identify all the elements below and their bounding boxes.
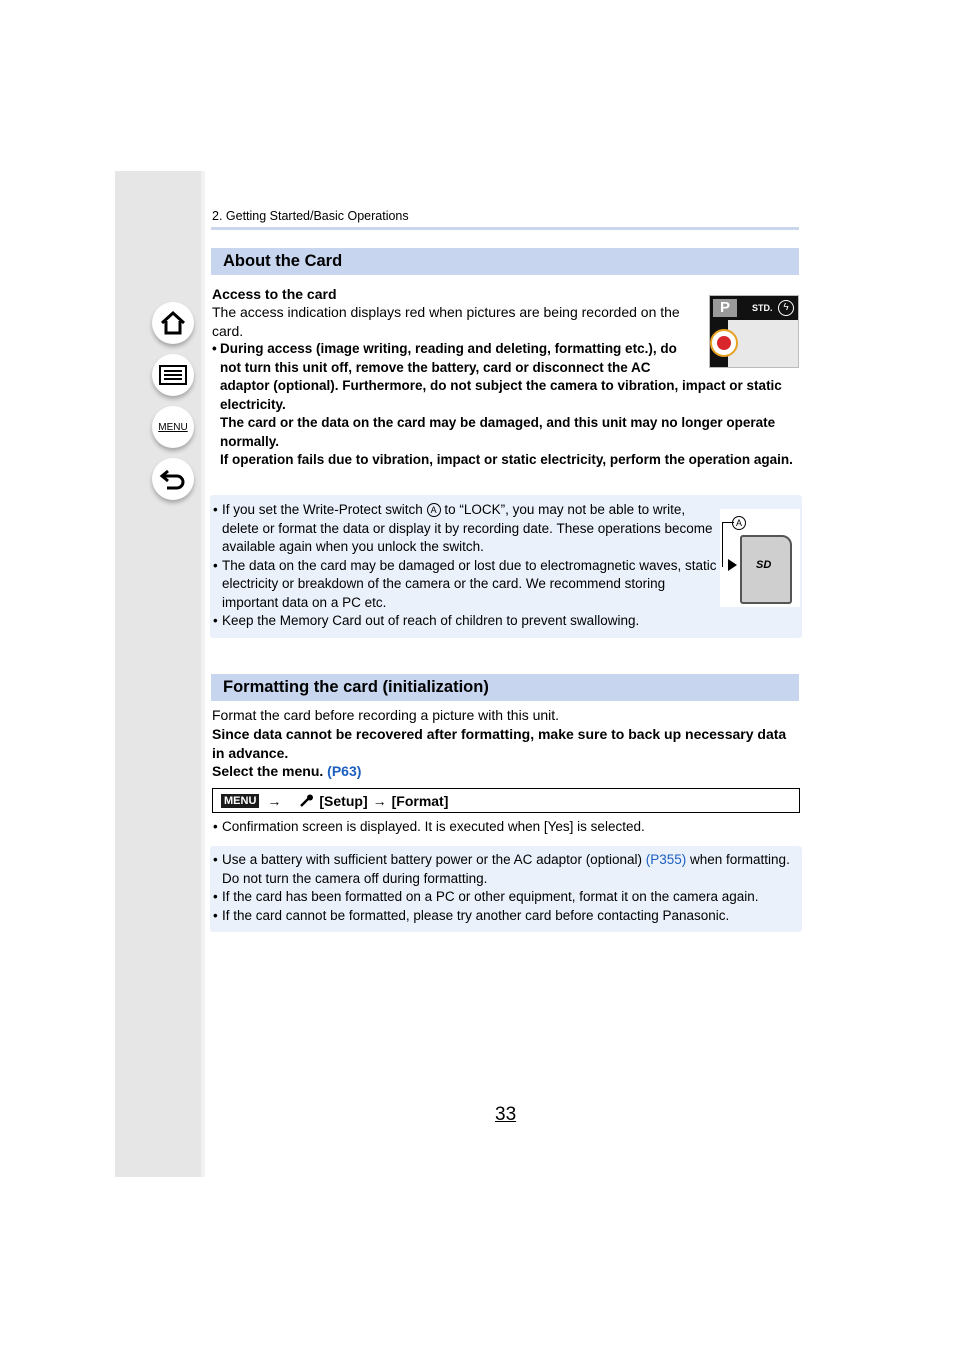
select-menu-label: Select the menu. bbox=[212, 763, 324, 779]
return-icon bbox=[159, 467, 187, 491]
note-data-damage: • The data on the card may be damaged or lost due to electromagnetic waves, static electricity or breakdown of the camera or the card. We recommend storing important data on a PC etc. bbox=[212, 557, 717, 613]
note-text: Use a battery with sufficient battery power or the AC adaptor (optional) bbox=[222, 852, 646, 867]
header-rule bbox=[211, 227, 799, 230]
format-warning: Since data cannot be recovered after formatting, make sure to back up necessary data in advance. bbox=[212, 726, 787, 761]
link-p355[interactable]: (P355) bbox=[645, 852, 687, 867]
wrench-icon bbox=[299, 794, 315, 808]
warning-bullet bbox=[212, 340, 692, 377]
note-text: when formatting. Do not turn the camera off during formatting. bbox=[222, 852, 790, 886]
card-marker-a: A bbox=[732, 516, 746, 530]
access-dot-icon bbox=[717, 336, 731, 350]
format-label: [Format] bbox=[391, 792, 449, 809]
back-button[interactable] bbox=[152, 458, 194, 500]
warning-damage: The card or the data on the card may be damaged, and this unit may no longer operate normally. bbox=[220, 415, 776, 449]
std-indicator: STD. bbox=[752, 303, 773, 313]
mode-p-icon: P bbox=[713, 299, 737, 317]
camera-screen-illustration bbox=[709, 295, 799, 368]
note-children: • Keep the Memory Card out of reach of children to prevent swallowing. bbox=[212, 612, 797, 631]
link-p63[interactable]: (P63) bbox=[327, 763, 362, 779]
page-number: 33 bbox=[495, 1104, 517, 1125]
section-title-formatting: Formatting the card (initialization) bbox=[211, 674, 799, 701]
warning-bullet-text: During access (image writing, reading and deleting, formatting etc.), do not turn this unit off, remove the battery, card or disconnect the AC bbox=[220, 341, 677, 375]
menu-button[interactable] bbox=[152, 406, 194, 448]
confirm-note: • Confirmation screen is displayed. It is executed when [Yes] is selected. bbox=[212, 818, 800, 837]
note-write-protect bbox=[212, 501, 717, 557]
note-pc-format: • If the card has been formatted on a PC or other equipment, format it on the camera again. bbox=[212, 888, 800, 907]
marker-a: A bbox=[427, 503, 441, 517]
access-indicator-icon bbox=[710, 329, 738, 357]
warning-bullet-cont: adaptor (optional). Furthermore, do not subject the camera to vibration, impact or static electricity. bbox=[220, 378, 782, 412]
breadcrumb: 2. Getting Started/Basic Operations bbox=[212, 209, 409, 223]
note-battery bbox=[212, 851, 800, 888]
access-intro: The access indication displays red when pictures are being recorded on the card. bbox=[212, 304, 680, 339]
menu-label: MENU bbox=[158, 421, 188, 433]
sd-card-illustration bbox=[720, 509, 800, 607]
warning-retry: If operation fails due to vibration, impact or static electricity, perform the operation again. bbox=[220, 452, 793, 467]
contents-button[interactable] bbox=[152, 354, 194, 396]
menu-badge: MENU bbox=[221, 794, 259, 808]
select-menu-line bbox=[212, 762, 361, 781]
list-icon bbox=[158, 364, 188, 386]
bullet-mark: • bbox=[212, 341, 217, 356]
arrow: → bbox=[372, 792, 387, 809]
subheading-access: Access to the card bbox=[212, 286, 337, 302]
note-cannot-format: • If the card cannot be formatted, please try another card before contacting Panasonic. bbox=[212, 907, 800, 926]
section-title-about-card: About the Card bbox=[211, 248, 799, 275]
home-icon bbox=[159, 310, 187, 336]
home-button[interactable] bbox=[152, 302, 194, 344]
arrow: → bbox=[267, 792, 282, 809]
sd-label: SD bbox=[756, 559, 772, 571]
setup-label: [Setup] bbox=[319, 792, 368, 809]
note-text: to “LOCK”, you may not be able to write, delete or format the data or display it by recording date. These operations become available again when you unlock the switch. bbox=[222, 502, 713, 555]
switch-arrow-icon bbox=[728, 559, 737, 571]
format-intro: Format the card before recording a picture with this unit. bbox=[212, 707, 560, 723]
note-text: If you set the Write-Protect switch bbox=[222, 502, 427, 517]
sd-card-body bbox=[740, 535, 792, 604]
menu-path-bar bbox=[212, 788, 800, 813]
card-notes-box bbox=[210, 495, 802, 638]
flash-off-icon: ϟ bbox=[778, 300, 794, 316]
format-notes-box bbox=[210, 846, 802, 932]
sidebar-edge bbox=[201, 171, 205, 1177]
